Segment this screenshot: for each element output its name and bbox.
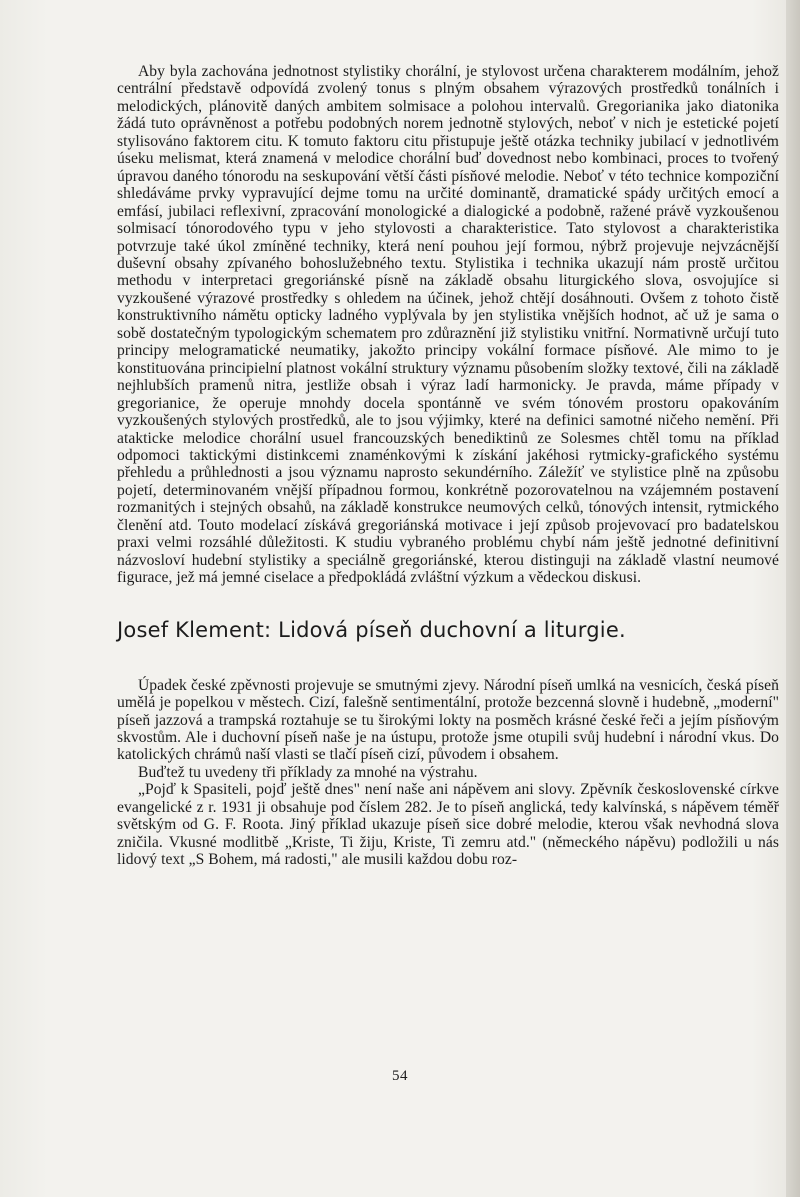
body-paragraph: „Pojď k Spasiteli, pojď ještě dnes" není naše ani nápěvem ani slovy. Zpěvník československé církve evangelické z r. 1931 ji obsahuje pod číslem 282. Je to píseň anglická, tedy kalvínská, s nápěvem téměř světským od G. F. Roota. Jiný příklad ukazuje píseň sice dobré melodie, kterou však nevhodná slova zničila. Vkusné modlitbě „Kriste, Ti žiju, Kriste, Ti zemru atd." (německého nápěvu) podložili u nás lidový text „S Bohem, má radosti," ale musili každou dobu roz- — [117, 781, 779, 869]
page-number: 54 — [392, 1068, 408, 1084]
body-paragraph: Aby byla zachována jednotnost stylistiky chorální, je stylovost určena charakterem modálním, jehož centrální představě odpovídá zvolený tonus s plným obsahem výrazových prostředků tonálních i melodických, plánovitě daných ambitem solmisace a polohou intervalů. Gregorianika jako diatonika žádá tuto oprávněnost a potřebu podobných norem jednotně stylových, neboť v nich je estetické pojetí stylisováno faktorem citu. K tomuto faktoru citu přistupuje ještě otázka techniky jubilací v jednotlivém úseku melismat, která znamená v melodice chorální buď dovednost nebo kombinaci, proces to tvořený úpravou daného tónorodu na seskupování větší části písňové melodie. Neboť v této technice kompoziční shledáváme prvky vypravující dejme tomu na určité dominantě, dramatické spády určitých emocí a emfásí, jubilaci reflexivní, zpracování monologické a dialogické a podobně, ražené právě vyzkoušenou solmisací tónorodového typu v jeho stylovosti a charakteristice. Tato stylovost a charakteristika potvrzuje také úkol zmíněné techniky, která není pouhou její formou, nýbrž projevuje nejvzácnější duševní obsahy zpívaného bohoslužebného textu. Stylistika i technika ukazují nám prostě určitou methodu v interpretaci gregoriánské písně na základě obsahu liturgického slova, osvojujíce si vyzkoušené výrazové prostředky s ohledem na účinek, jehož chtějí dosáhnouti. Ovšem z tohoto čistě konstruktivního námětu opticky ladného vyplývala by jen stylistika vnějších hodnot, ač už je sama o sobě dostatečným typologickým schematem pro zdůraznění již stylistiku vnitřní. Normativně určují tuto principy melogramatické neumatiky, jakožto principy vokální formace písňové. Ale mimo to je konstituována principielní platnost vokální struktury významu působením složky textové, čili na základě nejhlubších pramenů nitra, jestliže obsah i výraz ladí harmonicky. Je pravda, máme případy v gregorianice, že operuje mnohdy docela spontánně ve svém tónovém prostoru opakováním vyzkoušených stylových prostředků, ale to jsou výjimky, které na definici samotné ničeho nemění. Při atakticke melodice chorální usuel francouzských benediktinů ze Solesmes chtěl tomu na příklad odpomoci taktickými distinkcemi znaménkovými k získání jakéhosi rytmicky-grafického systému přehledu a průhlednosti a jsou významu naprosto sekundérního. Záležíť ve stylistice plně na způsobu pojetí, determinovaném vnější případnou formou, konkrétně pozorovatelnou na vzájemném postavení rozmanitých i stejných obsahů, na základě konstrukce neumových celků, tónových intensit, rytmického členění atd. Touto modelací získává gregoriánská motivace i její způsob projevovací pro badatelskou praxi velmi rozsáhlé důležitosti. K studiu vybraného problému chybí nám ještě jednotné definitivní názvosloví hudební stylistiky a speciálně gregoriánské, kterou distinguji na základě vlastní neumové figurace, jež má jemné ciselace a předpokládá zvláštní výzkum a vědeckou diskusi. — [117, 63, 779, 587]
body-paragraph: Buďtež tu uvedeny tři příklady za mnohé na výstrahu. — [138, 763, 478, 781]
body-paragraph: Úpadek české zpěvnosti projevuje se smutnými zjevy. Národní píseň umlká na vesnicích, česká píseň umělá je popelkou v městech. Cizí, falešně sentimentální, protože bezcenná slovně i hudebně, „moderní" píseň jazzová a trampská roztahuje se tu širokými lokty na posměch krásné české řeči a jejím písňovým skvostům. Ale i duchovní píseň naše je na ústupu, protože jsme otupili svůj hudební i národní vkus. Do katolických chrámů naší vlasti se tlačí píseň cizí, původem i obsahem. — [117, 676, 779, 764]
text-column — [117, 63, 779, 869]
page-edge-shadow — [786, 0, 800, 1197]
article-heading: Josef Klement: Lidová píseň duchovní a liturgie. — [117, 617, 626, 642]
